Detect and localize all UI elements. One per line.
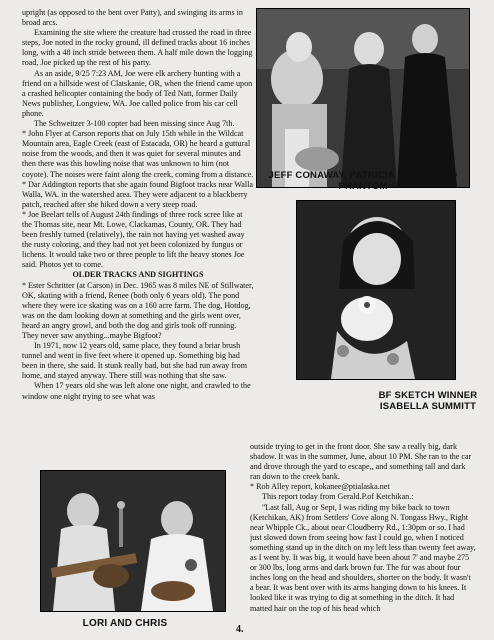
paragraph: "Last fall, Aug or Sept, I was riding my bike back to town (Ketchikan, AK) from Settlers' Cove along N. Tongass Hwy., Right near Whipple Ck., about near Cloudberry Rd., 1:30pm or so. I had just slowed down from seeing how fast I could go, when I noticed something stand up in the ditch on my left less than twenty feet away, as I went by. It was big, it would have been about 7' and maybe 275 or 300 lbs, long arms and dark brown fur. The fur was about four inches long on the head and shoulders, shorter on the body. It wasn't a bear. It was bent over with its arms hanging down to his knees. It looked like it was trying to dig at something in the ditch. It had matted hair on the top of his head which xyxy=(250,502,476,613)
section-heading: OLDER TRACKS AND SIGHTINGS xyxy=(72,270,204,280)
photo-jeff-conaway xyxy=(256,8,470,188)
paragraph: * John Flyer at Carson reports that on July 15th while in the Wildcat Mountain area, Eagle Creek (east of Estacada, OR) he heard a guttural noise from the woods, and then it was quiet for several minutes and then there was this howling noise that was unknown to him (not coyote). The noises were faint along the creek, coming from a distance. xyxy=(22,129,254,179)
paragraph: The Schweitzer 3-100 copter had been missing since Aug 7th. xyxy=(34,119,235,129)
paragraph: * Dar Addington reports that she again found Bigfoot tracks near Walla Walla, WA. in the watershed area. They were adjacent to a blackberry patch, reached after she hiked down a very steep road. xyxy=(22,179,253,209)
paragraph: Examining the site where the creature had crossed the road in three steps, Joe noted in the rocky ground, ill defined tracks about 16 inches long, with a 48 inch stride between them. A half mile down the logging road, Joe picked up the rest of his party. xyxy=(22,28,253,68)
left-column-text xyxy=(22,8,254,464)
photo-caption: LORI AND CHRIS xyxy=(82,618,168,629)
paragraph: This report today from Gerald.P.of Ketchikan.: xyxy=(262,492,414,502)
page-number: 4. xyxy=(236,624,244,635)
right-column-text xyxy=(250,442,476,640)
paragraph: * Rob Alley report, kokanee@ptialaska.net xyxy=(250,482,390,492)
photo-caption: JEFF CONAWAY, PATRICIA HEISER AND PHANTOM xyxy=(268,170,458,192)
paragraph: upright (as opposed to the bent over Patty), and swinging its arms in broad arcs. xyxy=(22,8,243,28)
paragraph: outside trying to get in the front door. She saw a really big, dark shadow. It was in the summer, June, about 10 PM. She ran to the car and drove through the yard to escape,, and something tall and dark ran down to the creek bank. xyxy=(250,442,472,482)
photo-isabella-summitt xyxy=(296,200,456,380)
paragraph: * Joe Beelart tells of August 24th findings of three rock scree like at the Thomas site, near Mt. Lowe, Clackamas, County, OR. They had been freshly turned (relatively), the rain not having yet washed away the rusty coloring, and they had not yet been colonized by fungus or lichens. It would take two or three people to lift the heavy stones Joe said. Photos yet to come. xyxy=(22,209,245,270)
paragraph: * Ester Schritter (at Carson) in Dec. 1965 was 8 miles NE of Stillwater, OK, skating with a friend, Renee (both only 6 years old). The pond where they were ice skating was on a 160 acre farm. The dog, Hotdog, was on the dam looking down at something and the girls went over, heard an angry growl, and both the dog and girls took off running. They never saw anything...maybe Bigfoot? xyxy=(22,280,254,340)
photo-lori-and-chris xyxy=(40,470,226,612)
paragraph: When 17 years old she was left alone one night, and crawled to the window one night trying to see what was xyxy=(22,381,251,401)
paragraph: As an aside, 9/25 7:23 AM, Joe were elk archery hunting with a friend on a hillside west of Clatskanie, OR, when the friend came upon a crashed helicopter containing the body of Ted Natt, former Daily News publisher, Longview, WA. Joe called police from his car cell phone. xyxy=(22,68,253,118)
paragraph: In 1971, now 12 years old, same place, they found a briar brush tunnel and went in five feet where it opened up. Something big had been in there, she said. It stunk really bad, but she had run away from home, and stayed anyway. There still was nothing that she saw. xyxy=(22,341,247,381)
photo-caption: BF SKETCH WINNER ISABELLA SUMMITT xyxy=(378,390,478,412)
